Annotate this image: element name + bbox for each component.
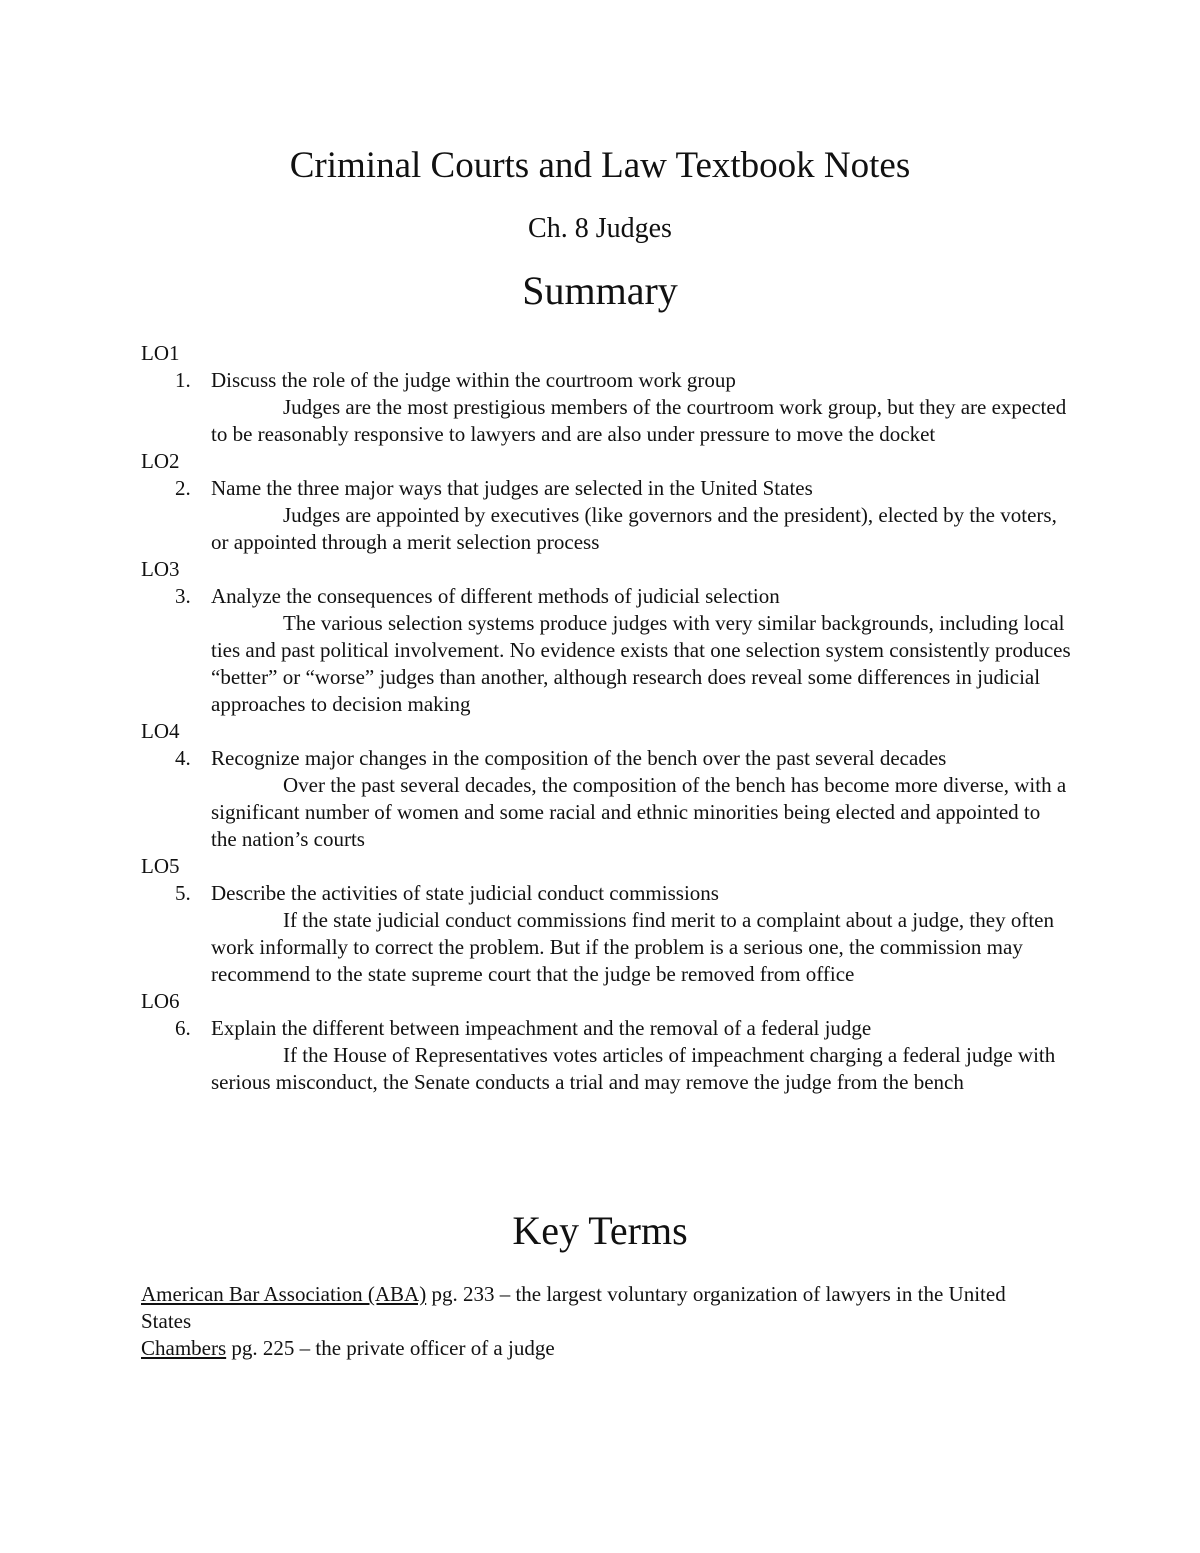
objective-number: 4. — [175, 746, 191, 770]
objective-answer: Judges are the most prestigious members of the courtroom work group, but they are expected to be reasonably responsive to lawyers and are also under pressure to move the docket — [211, 395, 1067, 446]
learning-objective — [141, 475, 1071, 556]
objective-answer: Over the past several decades, the composition of the bench has become more diverse, with a significant number of women and some racial and ethnic minorities being elected and appointed to the nation’s courts — [211, 773, 1067, 851]
objective-answer: The various selection systems produce judges with very similar backgrounds, including local ties and past political involvement. No evidence exists that one selection system consistently produces “better” or “worse” judges than another, although research does reveal some differences in judicial approaches to decision making — [211, 611, 1071, 716]
lo-label: LO2 — [141, 449, 180, 473]
key-term-definition: pg. 233 – the largest voluntary organization of lawyers in the United States — [141, 1282, 1006, 1333]
objective-answer: If the House of Representatives votes articles of impeachment charging a federal judge with serious misconduct, the Senate conducts a trial and may remove the judge from the bench — [211, 1043, 1056, 1094]
learning-objective — [141, 880, 1071, 988]
learning-objective — [141, 367, 1071, 448]
lo-label: LO5 — [141, 854, 180, 878]
objective-question: Name the three major ways that judges are selected in the United States — [211, 476, 813, 500]
key-term-entry — [141, 1335, 1061, 1362]
objective-question: Discuss the role of the judge within the courtroom work group — [211, 368, 736, 392]
lo-label: LO1 — [141, 341, 180, 365]
summary-section — [141, 340, 1071, 1096]
learning-objective — [141, 1015, 1071, 1096]
objective-number: 6. — [175, 1016, 191, 1040]
lo-label: LO6 — [141, 989, 180, 1013]
lo-label: LO3 — [141, 557, 180, 581]
chapter-heading: Ch. 8 Judges — [528, 213, 672, 244]
lo-label: LO4 — [141, 719, 180, 743]
key-term-name: American Bar Association (ABA) — [141, 1282, 427, 1306]
objective-question: Explain the different between impeachment and the removal of a federal judge — [211, 1016, 872, 1040]
objective-number: 2. — [175, 476, 191, 500]
objective-question: Analyze the consequences of different methods of judicial selection — [211, 584, 780, 608]
key-terms-section — [141, 1281, 1061, 1362]
learning-objective — [141, 745, 1071, 853]
learning-objective — [141, 583, 1071, 718]
objective-number: 3. — [175, 584, 191, 608]
objective-question: Recognize major changes in the composition of the bench over the past several decades — [211, 746, 947, 770]
document-title: Criminal Courts and Law Textbook Notes — [289, 145, 911, 186]
key-term-definition: pg. 225 – the private officer of a judge — [226, 1336, 555, 1360]
objective-number: 5. — [175, 881, 191, 905]
key-term-name: Chambers — [141, 1336, 227, 1360]
objective-answer: If the state judicial conduct commissions find merit to a complaint about a judge, they often work informally to correct the problem. But if the problem is a serious one, the commission may recommend to the state supreme court that the judge be removed from office — [211, 908, 1054, 986]
objective-number: 1. — [175, 368, 191, 392]
key-term-entry — [141, 1281, 1061, 1335]
objective-answer: Judges are appointed by executives (like governors and the president), elected by the voters, or appointed through a merit selection process — [211, 503, 1057, 554]
key-terms-heading: Key Terms — [512, 1208, 688, 1253]
objective-question: Describe the activities of state judicial conduct commissions — [211, 881, 719, 905]
summary-heading: Summary — [522, 268, 678, 313]
